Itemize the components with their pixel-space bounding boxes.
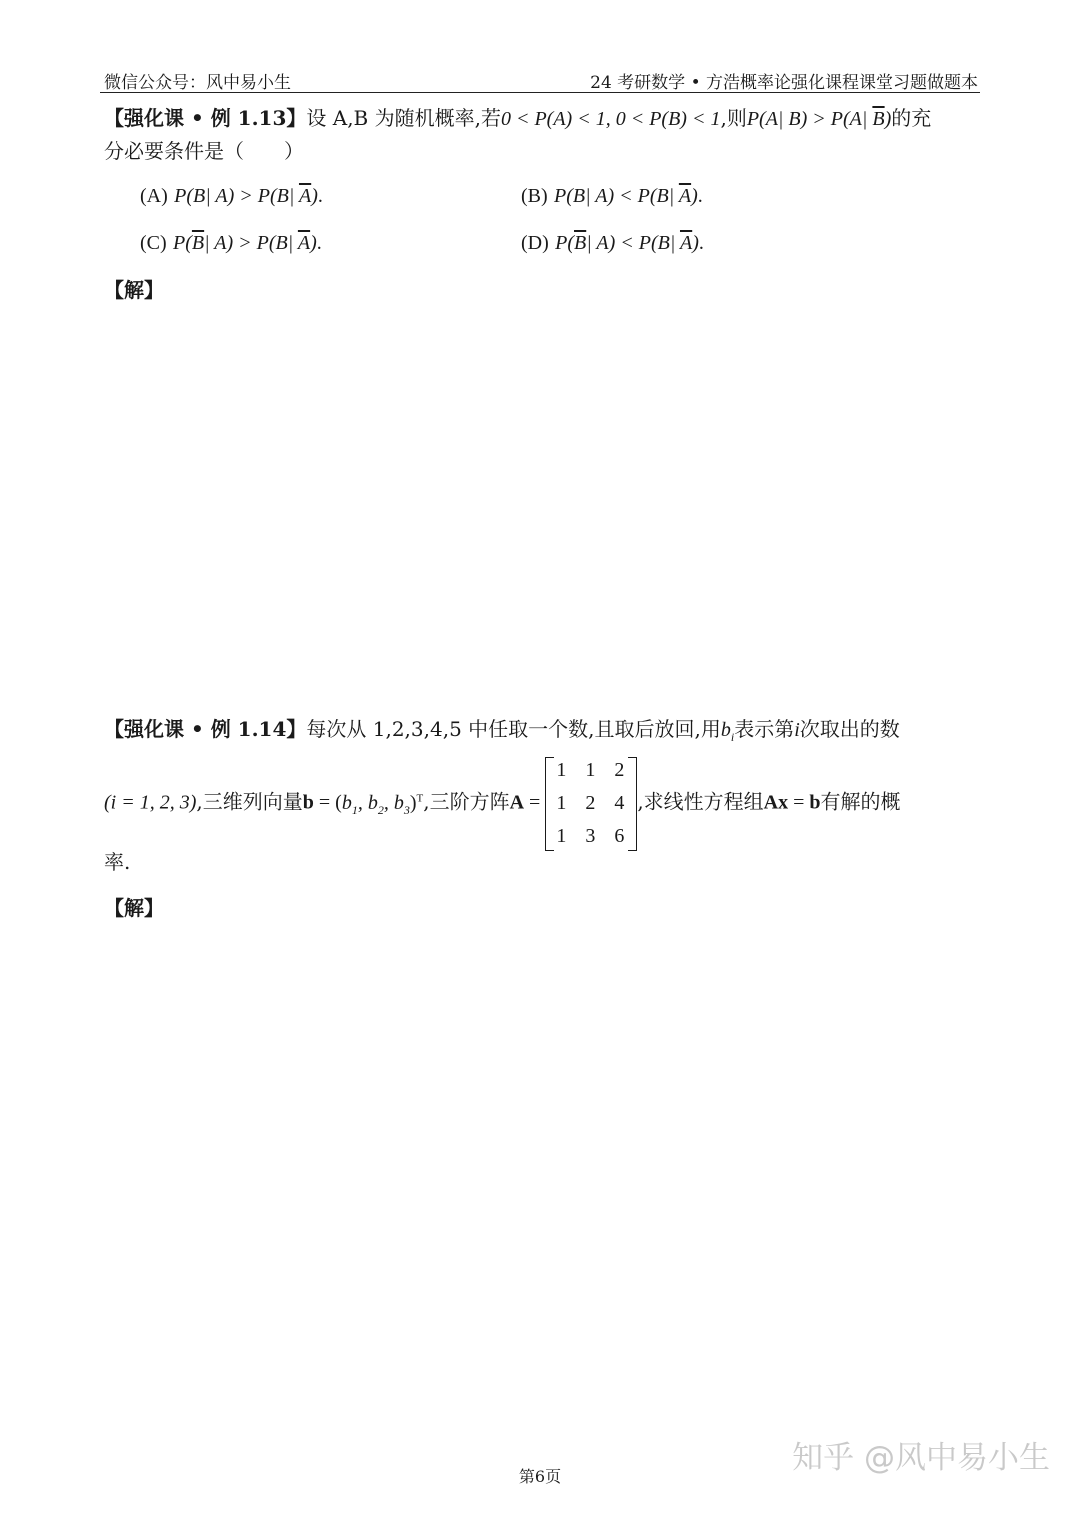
example-1-14-line3: 率.	[104, 850, 131, 874]
matrix-cell: 2	[585, 792, 596, 815]
example-1-14-text1b: 表示第	[734, 717, 795, 741]
matrix-cell: 2	[614, 759, 625, 782]
matrix-cell: 1	[585, 759, 596, 782]
example-1-14-text1c: 次取出的数	[799, 717, 900, 741]
watermark: 知乎 @风中易小生	[792, 1440, 1050, 1476]
header-left: 微信公众号：风中易小生	[104, 73, 291, 93]
example-1-13-then: ,则	[720, 106, 747, 130]
option-a-suffix: .	[317, 185, 323, 207]
matrix-cell: 4	[614, 792, 625, 815]
example-1-13-line2: 分必要条件是（ ）	[104, 139, 304, 163]
header-rule	[100, 92, 980, 93]
matrix-cell: 1	[556, 792, 567, 815]
example-1-13-tag: 【强化课 • 例 1.13】	[104, 106, 307, 130]
example-1-13-statement	[104, 102, 976, 167]
i-symbol: i	[794, 719, 800, 741]
example-1-14-text1: 每次从 1,2,3,4,5 中任取一个数,且取后放回,用	[306, 717, 721, 741]
page-number: 第6页	[518, 1467, 562, 1486]
header-right: 24 考研数学 • 方浩概率论强化课程课堂习题做题本	[590, 73, 978, 93]
example-1-14-text2: ,三维列向量	[196, 789, 303, 814]
example-1-14-text4: ,求线性方程组	[637, 789, 764, 814]
example-1-14-tag: 【强化课 • 例 1.14】	[104, 717, 307, 741]
option-c-label: (C)	[140, 232, 167, 254]
option-d-suffix: .	[698, 232, 704, 254]
b-i-symbol: $b_i$	[720, 719, 735, 744]
equation-ax-b: Ax	[763, 791, 789, 814]
matrix-right-bracket	[628, 757, 637, 851]
example-1-13-text-end: 的充	[891, 106, 932, 130]
option-d-label: (D)	[521, 232, 549, 254]
matrix-cell: 1	[556, 759, 567, 782]
option-a-label: (A)	[140, 185, 168, 207]
example-1-13-solve-label: 【解】	[104, 278, 164, 302]
matrix-a-symbol: A	[509, 791, 525, 814]
example-1-14-line1	[104, 713, 976, 753]
vector-b-definition: b	[302, 791, 314, 814]
example-1-14-solve-label: 【解】	[104, 896, 164, 920]
example-1-14-line2: (i = 1, 2, 3),三维列向量$b = (b_1$, $b_2$, $b_3)^T$,三阶方阵A = 1 1 2 1 2 4 1 3 6 ,求线性方程组Ax = b有解的概	[104, 752, 976, 844]
example-1-14-text5: 有解的概	[820, 789, 901, 814]
example-1-13-text: 设 A,B 为随机概率,若	[306, 106, 501, 130]
option-a: (A) P(B| A) > P(B| $\overline{A}$).	[140, 185, 323, 207]
example-1-13-condition: 0 < P(A) < 1, 0 < P(B) < 1	[500, 108, 721, 130]
example-1-14-text3: ,三阶方阵	[423, 789, 510, 814]
matrix-cell: 3	[585, 825, 596, 848]
i-range: (i = 1, 2, 3)	[104, 791, 197, 814]
option-d: (D) $P(\overline{B}|$ A) < P(B| $\overline{A}$).	[521, 232, 704, 254]
matrix-cell: 1	[556, 825, 567, 848]
option-c: (C) $P(\overline{B}|$ A) > P(B| $\overline{A}$).	[140, 232, 322, 254]
option-c-suffix: .	[316, 232, 322, 254]
matrix-cell: 6	[614, 825, 625, 848]
option-b-label: (B)	[521, 185, 548, 207]
option-b: (B) P(B| A) < P(B| $\overline{A}$).	[521, 185, 703, 207]
option-b-suffix: .	[697, 185, 703, 207]
matrix-a	[545, 757, 637, 849]
example-1-13-inequality: P(A| B) > P(A| $\overline{B}$)	[746, 108, 892, 130]
